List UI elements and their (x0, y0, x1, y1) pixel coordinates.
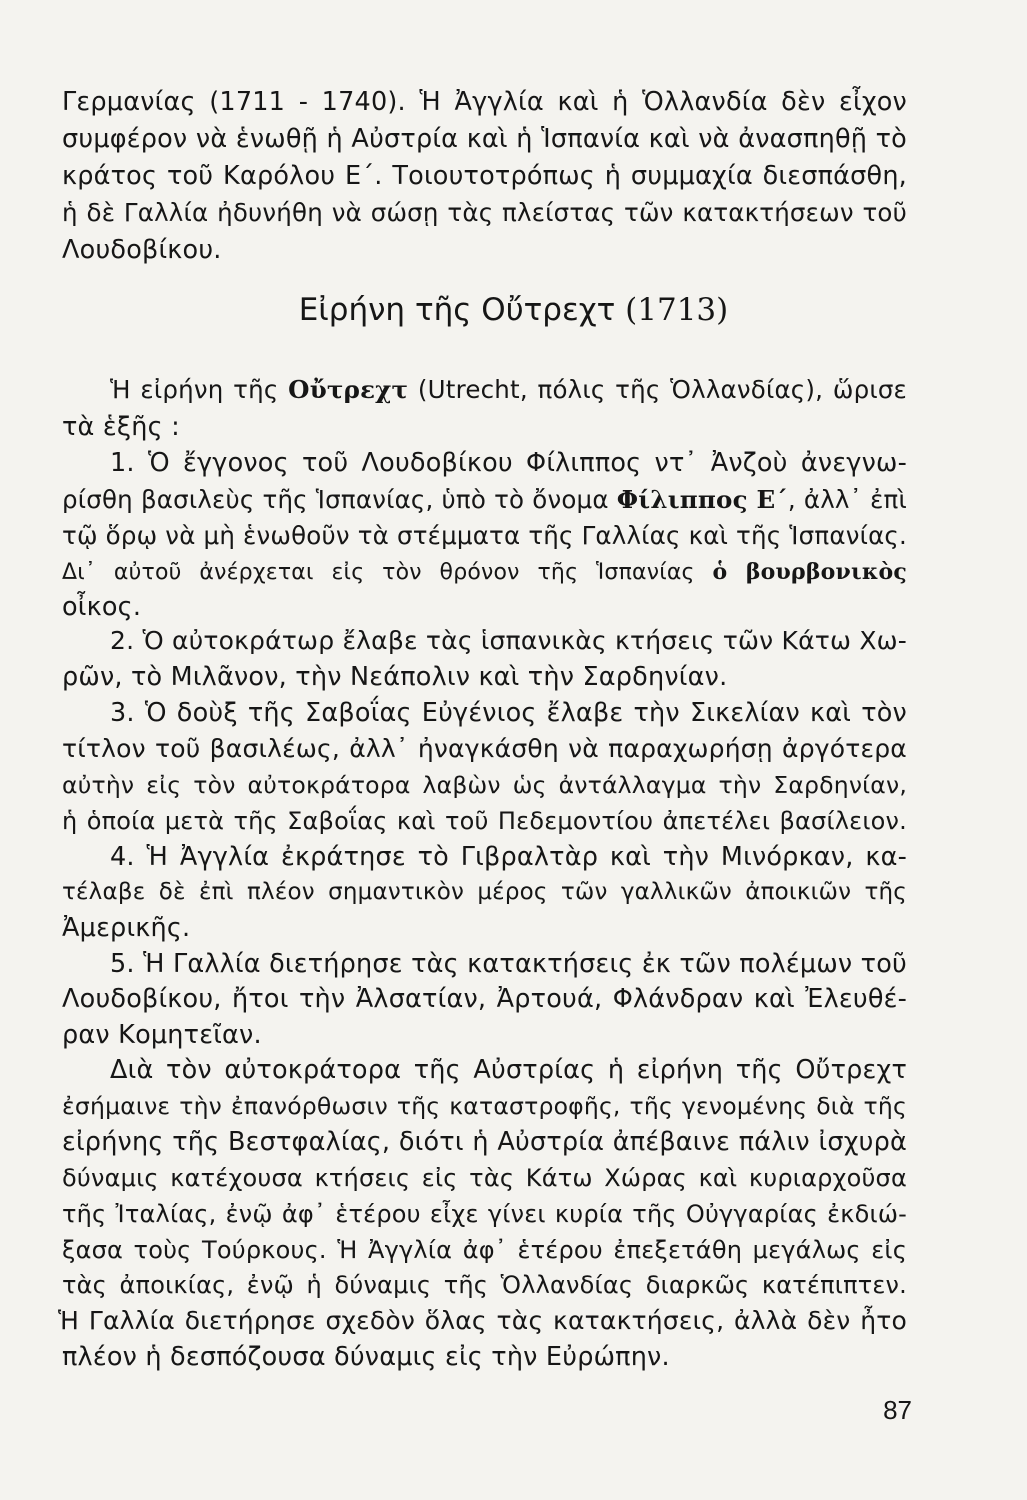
closing-line: τὰς ἀποικίας, ἐνῷ ἡ δύναμις τῆς Ὁλλανδίας διαρκῶς κατέπιπτεν. (62, 1271, 907, 1299)
closing-line: εἰρήνης τῆς Βεστφαλίας, διότι ἡ Αὐστρία ἀπέβαινε πάλιν ἰσχυρὰ (62, 1127, 907, 1157)
closing-line: δύναμις κατέχουσα κτήσεις εἰς τὰς Κάτω Χώρας καὶ κυριαρχοῦσα (62, 1164, 907, 1192)
list-item-1-line (62, 483, 907, 517)
item1-text: ρίσθη βασιλεὺς τῆς Ἱσπανίας, ὑπὸ τὸ ὄνομα (62, 485, 617, 514)
list-item-3-line: τίτλον τοῦ βασιλέως, ἀλλ᾽ ἠναγκάσθη νὰ παραχωρήσῃ ἀργότερα (62, 734, 907, 763)
closing-line: ἐσήμαινε τὴν ἐπανόρθωσιν τῆς καταστροφῆς, τῆς γενομένης διὰ τῆς (62, 1092, 907, 1120)
list-item-5-line: ραν Κομητεῖαν. (62, 1020, 262, 1050)
list-item-1-line: οἶκος. (62, 592, 142, 622)
closing-line: τῆς Ἰταλίας, ἐνῷ ἀφ᾽ ἑτέρου εἶχε γίνει κυρία τῆς Οὐγγαρίας ἐκδιώ- (62, 1200, 907, 1228)
list-item-1-line (62, 555, 907, 590)
heading-text: Εἰρήνη τῆς Οὔτρεχτ (298, 292, 626, 328)
text-line: Γερμανίας (1711 - 1740). Ἡ Ἀγγλία καὶ ἡ Ὁλλανδία δὲν εἶχον (62, 87, 907, 117)
intro-line (110, 373, 907, 407)
item1-text-end: , ἀλλ᾽ ἐπὶ (787, 485, 907, 514)
intro-text: Ἡ εἰρήνη τῆς (110, 375, 289, 404)
text-line: συμφέρον νὰ ἑνωθῇ ἡ Αὐστρία καὶ ἡ Ἱσπανία καὶ νὰ ἀνασπηθῇ τὸ (62, 124, 907, 154)
section-heading (0, 290, 1027, 330)
closing-line: Ἡ Γαλλία διετήρησε σχεδὸν ὅλας τὰς κατακτήσεις, ἀλλὰ δὲν ἦτο (58, 1306, 907, 1335)
list-item-4-line: 4. Ἡ Ἀγγλία ἐκράτησε τὸ Γιβραλτὰρ καὶ τὴν Μινόρκαν, κα- (110, 842, 907, 872)
text-line: Λουδοβίκου. (62, 235, 222, 265)
intro-bold: Οὔτρεχτ (288, 375, 409, 404)
text-line: ἡ δὲ Γαλλία ἠδυνήθη νὰ σώσῃ τὰς πλείστας τῶν κατακτήσεων τοῦ (62, 198, 907, 227)
item1-bold: ὁ βουρβονικὸς (712, 559, 907, 585)
list-item-2-line: 2. Ὁ αὐτοκράτωρ ἔλαβε τὰς ἱσπανικὰς κτήσεις τῶν Κάτω Χω- (110, 626, 907, 655)
text-line: κράτος τοῦ Καρόλου Ε΄. Τοιουτοτρόπως ἡ συμμαχία διεσπάσθη, (62, 161, 907, 191)
list-item-2-line: ρῶν, τὸ Μιλᾶνον, τὴν Νεάπολιν καὶ τὴν Σαρδηνίαν. (62, 662, 728, 692)
intro-text-end: (Utrecht, πόλις τῆς Ὁλλανδίας), ὥρισε (408, 375, 907, 404)
page-number: 87 (883, 1395, 912, 1425)
list-item-3-line: αὐτὴν εἰς τὸν αὐτοκράτορα λαβὼν ὡς ἀντάλλαγμα τὴν Σαρδηνίαν, (62, 771, 907, 799)
item1-text: Δι᾽ αὐτοῦ ἀνέρχεται εἰς τὸν θρόνον τῆς Ἱσπανίας (62, 560, 713, 585)
list-item-1-line: τῷ ὅρῳ νὰ μὴ ἑνωθοῦν τὰ στέμματα τῆς Γαλλίας καὶ τῆς Ἱσπανίας. (62, 521, 907, 550)
list-item-5-line: Λουδοβίκου, ἤτοι τὴν Ἀλσατίαν, Ἀρτουά, Φλάνδραν καὶ Ἐλευθέ- (62, 984, 907, 1014)
list-item-3-line: ἡ ὁποία μετὰ τῆς Σαβοΐας καὶ τοῦ Πεδεμοντίου ἀπετέλει βασίλειον. (62, 807, 907, 835)
closing-line: ξασα τοὺς Τούρκους. Ἡ Ἀγγλία ἀφ᾽ ἑτέρου ἐπεξετάθη μεγάλως εἰς (62, 1236, 907, 1264)
intro-line: τὰ ἑξῆς : (62, 412, 180, 442)
list-item-4-line: Ἀμερικῆς. (62, 913, 191, 943)
list-item-3-line: 3. Ὁ δοὺξ τῆς Σαβοΐας Εὐγένιος ἔλαβε τὴν Σικελίαν καὶ τὸν (110, 698, 907, 728)
heading-year: (1713) (625, 292, 729, 328)
list-item-5-line: 5. Ἡ Γαλλία διετήρησε τὰς κατακτήσεις ἐκ τῶν πολέμων τοῦ (110, 949, 907, 979)
list-item-4-line: τέλαβε δὲ ἐπὶ πλέον σημαντικὸν μέρος τῶν γαλλικῶν ἀποικιῶν τῆς (62, 879, 907, 905)
item1-bold: Φίλιππος Ε΄ (616, 485, 788, 514)
closing-line: Διὰ τὸν αὐτοκράτορα τῆς Αὐστρίας ἡ εἰρήνη τῆς Οὔτρεχτ (110, 1055, 907, 1085)
list-item-1-line: 1. Ὁ ἔγγονος τοῦ Λουδοβίκου Φίλιππος ντ᾽ Ἀνζοὺ ἀνεγνω- (110, 448, 907, 478)
closing-line: πλέον ἡ δεσπόζουσα δύναμις εἰς τὴν Εὐρώπην. (62, 1342, 670, 1372)
